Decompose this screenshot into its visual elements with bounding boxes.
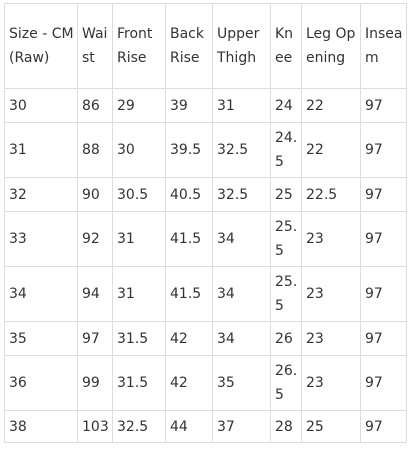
table-row	[5, 411, 407, 443]
table-row	[5, 322, 407, 356]
cell-waist: 94	[78, 267, 113, 322]
cell-upper-thigh: 35	[213, 356, 271, 411]
cell-upper-thigh: 32.5	[213, 123, 271, 178]
cell-waist: 92	[78, 212, 113, 267]
cell-upper-thigh: 37	[213, 411, 271, 443]
cell-back-rise: 42	[166, 322, 213, 356]
cell-size: 33	[5, 212, 78, 267]
cell-size: 36	[5, 356, 78, 411]
cell-upper-thigh: 34	[213, 267, 271, 322]
cell-knee: 26.5	[271, 356, 302, 411]
cell-knee: 26	[271, 322, 302, 356]
cell-front-rise: 31.5	[113, 356, 166, 411]
cell-waist: 88	[78, 123, 113, 178]
cell-front-rise: 30	[113, 123, 166, 178]
table-row	[5, 356, 407, 411]
table-row	[5, 89, 407, 123]
cell-front-rise: 31.5	[113, 322, 166, 356]
cell-front-rise: 31	[113, 212, 166, 267]
cell-knee: 25	[271, 178, 302, 212]
cell-back-rise: 44	[166, 411, 213, 443]
table-row	[5, 178, 407, 212]
header-size: Size - CM (Raw)	[5, 4, 78, 89]
cell-back-rise: 39	[166, 89, 213, 123]
cell-size: 35	[5, 322, 78, 356]
header-upper-thigh: Upper Thigh	[213, 4, 271, 89]
cell-leg-opening: 23	[302, 356, 361, 411]
cell-back-rise: 42	[166, 356, 213, 411]
cell-upper-thigh: 34	[213, 212, 271, 267]
cell-inseam: 97	[361, 356, 407, 411]
header-row	[5, 4, 407, 89]
cell-knee: 24	[271, 89, 302, 123]
header-waist: Waist	[78, 4, 113, 89]
cell-inseam: 97	[361, 178, 407, 212]
cell-waist: 97	[78, 322, 113, 356]
cell-leg-opening: 25	[302, 411, 361, 443]
cell-inseam: 97	[361, 322, 407, 356]
table-row	[5, 212, 407, 267]
header-leg-opening: Leg Opening	[302, 4, 361, 89]
cell-knee: 24.5	[271, 123, 302, 178]
cell-upper-thigh: 32.5	[213, 178, 271, 212]
header-knee: Knee	[271, 4, 302, 89]
cell-waist: 99	[78, 356, 113, 411]
cell-size: 38	[5, 411, 78, 443]
table-row	[5, 123, 407, 178]
cell-inseam: 97	[361, 123, 407, 178]
cell-knee: 28	[271, 411, 302, 443]
cell-back-rise: 39.5	[166, 123, 213, 178]
cell-size: 32	[5, 178, 78, 212]
cell-leg-opening: 23	[302, 322, 361, 356]
cell-waist: 90	[78, 178, 113, 212]
header-inseam: Inseam	[361, 4, 407, 89]
cell-inseam: 97	[361, 411, 407, 443]
cell-back-rise: 40.5	[166, 178, 213, 212]
cell-leg-opening: 22.5	[302, 178, 361, 212]
cell-knee: 25.5	[271, 267, 302, 322]
cell-upper-thigh: 34	[213, 322, 271, 356]
cell-front-rise: 30.5	[113, 178, 166, 212]
cell-knee: 25.5	[271, 212, 302, 267]
cell-leg-opening: 22	[302, 89, 361, 123]
cell-size: 30	[5, 89, 78, 123]
size-chart-table	[4, 3, 407, 443]
header-front-rise: Front Rise	[113, 4, 166, 89]
cell-upper-thigh: 31	[213, 89, 271, 123]
cell-size: 34	[5, 267, 78, 322]
cell-inseam: 97	[361, 267, 407, 322]
cell-waist: 103	[78, 411, 113, 443]
cell-leg-opening: 23	[302, 267, 361, 322]
cell-back-rise: 41.5	[166, 212, 213, 267]
cell-front-rise: 31	[113, 267, 166, 322]
cell-leg-opening: 23	[302, 212, 361, 267]
table-row	[5, 267, 407, 322]
cell-inseam: 97	[361, 89, 407, 123]
cell-back-rise: 41.5	[166, 267, 213, 322]
cell-front-rise: 29	[113, 89, 166, 123]
cell-size: 31	[5, 123, 78, 178]
cell-waist: 86	[78, 89, 113, 123]
header-back-rise: Back Rise	[166, 4, 213, 89]
cell-leg-opening: 22	[302, 123, 361, 178]
cell-inseam: 97	[361, 212, 407, 267]
cell-front-rise: 32.5	[113, 411, 166, 443]
